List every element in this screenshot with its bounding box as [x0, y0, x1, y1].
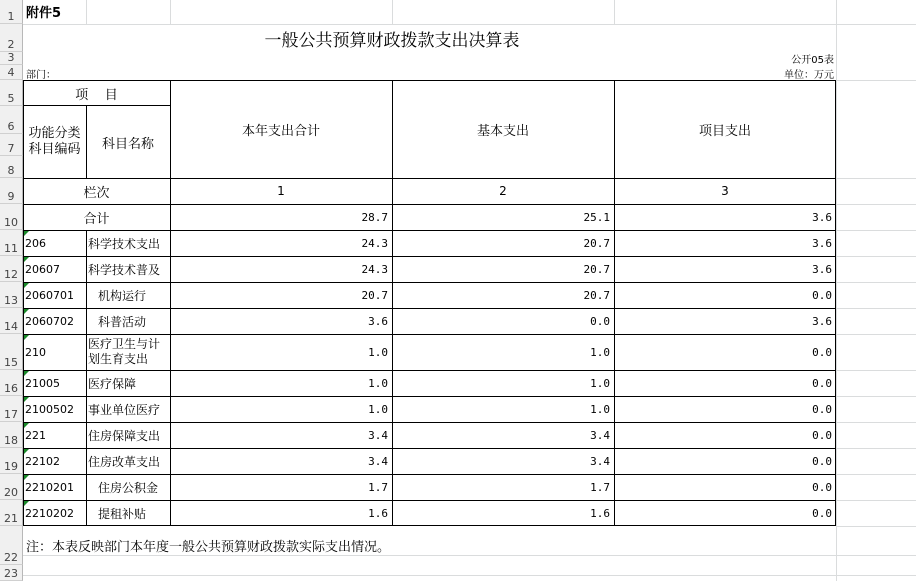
row-total[interactable]: 1.0: [368, 345, 388, 359]
row-total[interactable]: 1.6: [368, 506, 388, 520]
row-code[interactable]: 210: [25, 345, 46, 359]
row-code[interactable]: 2100502: [25, 402, 74, 416]
row-basic[interactable]: 20.7: [583, 236, 610, 250]
seq-label[interactable]: 栏次: [83, 185, 110, 201]
row-basic[interactable]: 20.7: [583, 288, 610, 302]
row-project[interactable]: 0.0: [812, 454, 832, 468]
row-project[interactable]: 3.6: [812, 314, 832, 328]
row-project[interactable]: 0.0: [812, 345, 832, 359]
row-basic[interactable]: 1.0: [590, 345, 610, 359]
row-header-6[interactable]: 6: [0, 106, 23, 134]
header-project[interactable]: 项目支出: [698, 123, 751, 139]
row-header-14[interactable]: 14: [0, 308, 23, 334]
seq-2[interactable]: 2: [499, 184, 507, 198]
row-basic[interactable]: 0.0: [590, 314, 610, 328]
row-project[interactable]: 0.0: [812, 506, 832, 520]
header-subject-name[interactable]: 科目名称: [101, 136, 154, 152]
row-code[interactable]: 2210201: [25, 480, 74, 494]
row-subject-name[interactable]: 科学技术普及: [88, 262, 161, 277]
row-total[interactable]: 1.7: [368, 480, 388, 494]
form-code[interactable]: 公开05表: [791, 55, 834, 66]
row-code[interactable]: 21005: [25, 376, 60, 390]
row-total[interactable]: 1.0: [368, 376, 388, 390]
header-basic[interactable]: 基本支出: [476, 123, 529, 139]
row-total[interactable]: 3.6: [368, 314, 388, 328]
row-project[interactable]: 3.6: [812, 236, 832, 250]
footnote[interactable]: 注：本表反映部门本年度一般公共预算财政拨款实际支出情况。: [26, 539, 391, 555]
total-label[interactable]: 合计: [83, 211, 110, 227]
row-project[interactable]: 3.6: [812, 262, 832, 276]
seq-3[interactable]: 3: [721, 184, 729, 198]
row-header-9[interactable]: 9: [0, 178, 23, 204]
row-header-11[interactable]: 11: [0, 230, 23, 256]
row-header-15[interactable]: 15: [0, 334, 23, 370]
row-header-4[interactable]: 4: [0, 65, 23, 80]
row-subject-name[interactable]: 医疗卫生与计划生育支出: [88, 337, 161, 366]
row-basic[interactable]: 3.4: [590, 428, 610, 442]
row-project[interactable]: 0.0: [812, 402, 832, 416]
unit-label[interactable]: 单位：万元: [784, 69, 834, 81]
row-header-23[interactable]: 23: [0, 565, 23, 581]
row-code[interactable]: 2210202: [25, 506, 74, 520]
header-item[interactable]: 项 目: [75, 87, 118, 103]
row-subject-name[interactable]: 提租补贴: [98, 506, 147, 521]
row-header-18[interactable]: 18: [0, 422, 23, 448]
row-code[interactable]: 221: [25, 428, 46, 442]
row-header-22[interactable]: 22: [0, 526, 23, 565]
row-header-12[interactable]: 12: [0, 256, 23, 282]
row-header-7[interactable]: 7: [0, 134, 23, 156]
row-header-8[interactable]: 8: [0, 156, 23, 178]
row-subject-name[interactable]: 住房保障支出: [88, 428, 161, 443]
row-project[interactable]: 0.0: [812, 428, 832, 442]
total-project[interactable]: 3.6: [812, 210, 832, 224]
row-header-1[interactable]: 1: [0, 0, 23, 24]
row-basic[interactable]: 1.0: [590, 376, 610, 390]
row-basic[interactable]: 1.7: [590, 480, 610, 494]
row-total[interactable]: 24.3: [361, 262, 388, 276]
row-header-17[interactable]: 17: [0, 396, 23, 422]
row-project[interactable]: 0.0: [812, 288, 832, 302]
header-func-code[interactable]: 功能分类科目编码: [28, 125, 81, 157]
row-subject-name[interactable]: 事业单位医疗: [88, 402, 161, 417]
row-basic[interactable]: 1.0: [590, 402, 610, 416]
department-label[interactable]: 部门：: [26, 69, 56, 81]
row-project[interactable]: 0.0: [812, 376, 832, 390]
row-total[interactable]: 3.4: [368, 454, 388, 468]
row-basic[interactable]: 3.4: [590, 454, 610, 468]
row-total[interactable]: 1.0: [368, 402, 388, 416]
page-title[interactable]: 一般公共预算财政拨款支出决算表: [264, 30, 520, 51]
row-subject-name[interactable]: 科普活动: [98, 314, 147, 329]
row-header-21[interactable]: 21: [0, 500, 23, 526]
row-header-2[interactable]: 2: [0, 24, 23, 52]
row-project[interactable]: 0.0: [812, 480, 832, 494]
row-subject-name[interactable]: 机构运行: [98, 288, 147, 303]
header-total[interactable]: 本年支出合计: [241, 123, 320, 139]
row-total[interactable]: 20.7: [361, 288, 388, 302]
row-subject-name[interactable]: 住房改革支出: [88, 454, 161, 469]
row-subject-name[interactable]: 住房公积金: [98, 480, 159, 495]
row-header-10[interactable]: 10: [0, 204, 23, 230]
row-basic[interactable]: 20.7: [583, 262, 610, 276]
seq-1[interactable]: 1: [277, 184, 285, 198]
row-header-3[interactable]: 3: [0, 52, 23, 65]
total-basic[interactable]: 25.1: [583, 210, 610, 224]
row-header-13[interactable]: 13: [0, 282, 23, 308]
row-header-20[interactable]: 20: [0, 474, 23, 500]
row-total[interactable]: 3.4: [368, 428, 388, 442]
row-subject-name[interactable]: 医疗保障: [88, 376, 137, 391]
row-code[interactable]: 2060702: [25, 314, 74, 328]
row-code[interactable]: 20607: [25, 262, 60, 276]
row-subject-name[interactable]: 科学技术支出: [88, 236, 161, 251]
row-code[interactable]: 2060701: [25, 288, 74, 302]
row-header-19[interactable]: 19: [0, 448, 23, 474]
total-sum[interactable]: 28.7: [361, 210, 388, 224]
row-code[interactable]: 22102: [25, 454, 60, 468]
row-code[interactable]: 206: [25, 236, 46, 250]
row-basic[interactable]: 1.6: [590, 506, 610, 520]
attachment-label[interactable]: 附件5: [26, 5, 62, 21]
row-total[interactable]: 24.3: [361, 236, 388, 250]
row-header-5[interactable]: 5: [0, 80, 23, 106]
row-header-16[interactable]: 16: [0, 370, 23, 396]
